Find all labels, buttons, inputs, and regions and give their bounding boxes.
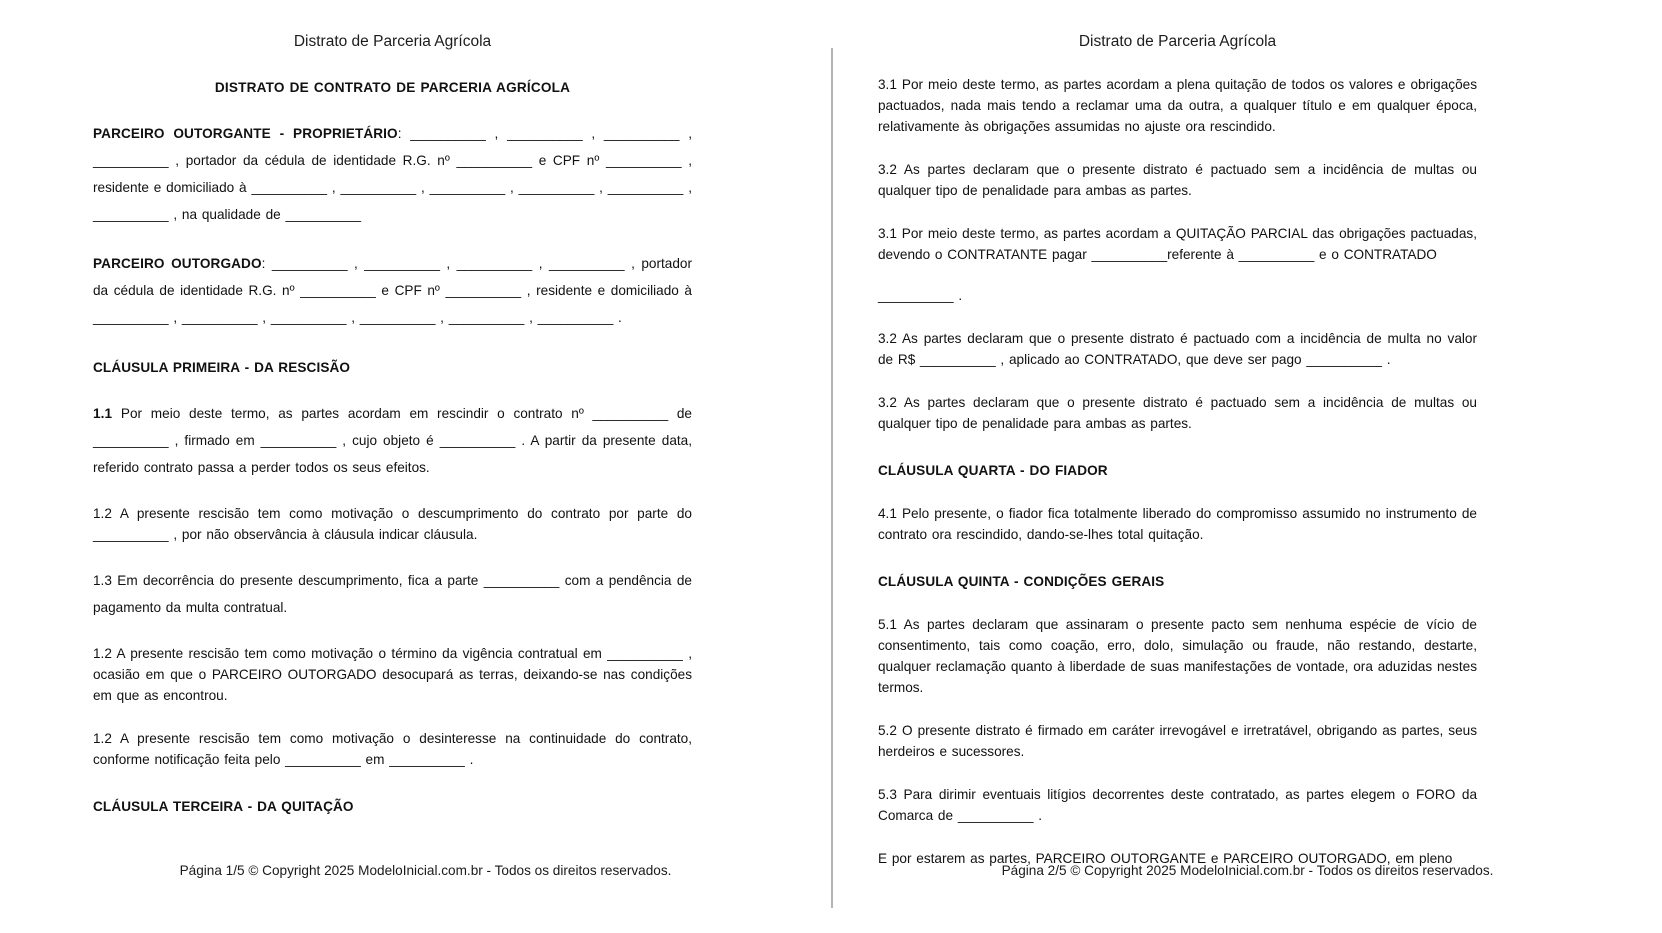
page-1-blocks bbox=[93, 78, 692, 817]
clause-paragraph: 3.2 As partes declaram que o presente distrato é pactuado com a incidência de multa no valor de R$ __________ , aplicado ao CONTRATADO, que deve ser pago __________ . bbox=[878, 331, 1477, 367]
paragraph-lead: PARCEIRO OUTORGADO bbox=[93, 256, 262, 271]
clause-paragraph: 1.3 Em decorrência do presente descumprimento, fica a parte __________ com a pendência de pagamento da multa contratual. bbox=[93, 573, 692, 615]
page-header-title: Distrato de Parceria Agrícola bbox=[293, 33, 492, 50]
page-2-blocks bbox=[878, 74, 1477, 869]
clause-paragraph: 3.1 Por meio deste termo, as partes acordam a QUITAÇÃO PARCIAL das obrigações pactuadas, devendo o CONTRATANTE pagar __________referente à __________ e o CONTRATADO bbox=[878, 226, 1477, 262]
clause-paragraph: 3.2 As partes declaram que o presente distrato é pactuado sem a incidência de multas ou qualquer tipo de penalidade para ambas as partes. bbox=[878, 162, 1477, 198]
document-title: DISTRATO DE CONTRATO DE PARCERIA AGRÍCOLA bbox=[214, 80, 571, 95]
clause-paragraph: 1.2 A presente rescisão tem como motivação o descumprimento do contrato por parte do __________ , por não observância à cláusula indicar cláusula. bbox=[93, 506, 692, 542]
clause-paragraph: 1.1 Por meio deste termo, as partes acordam em rescindir o contrato nº __________ de __________ , firmado em __________ , cujo objeto é __________ . A partir da presente data, referido contrato passa a perder todos os seus efeitos. bbox=[93, 406, 692, 475]
paragraph-lead: PARCEIRO OUTORGANTE - PROPRIETÁRIO bbox=[93, 126, 398, 141]
clause-paragraph: 1.2 A presente rescisão tem como motivação o desinteresse na continuidade do contrato, conforme notificação feita pelo __________ em __________ . bbox=[93, 731, 692, 767]
clause-paragraph: 3.2 As partes declaram que o presente distrato é pactuado sem a incidência de multas ou qualquer tipo de penalidade para ambas as partes. bbox=[878, 395, 1477, 431]
clause-paragraph: PARCEIRO OUTORGADO: __________ , __________ , __________ , __________ , portador da cédula de identidade R.G. nº __________ e CPF nº __________ , residente e domiciliado à __________ , __________ , __________ , __________ , __________ , __________ . bbox=[93, 256, 692, 325]
clause-paragraph: 5.2 O presente distrato é firmado em caráter irrevogável e irretratável, obrigando as partes, seus herdeiros e sucessores. bbox=[878, 723, 1477, 759]
clause-paragraph: PARCEIRO OUTORGANTE - PROPRIETÁRIO: __________ , __________ , __________ , __________ , portador da cédula de identidade R.G. nº __________ e CPF nº __________ , residente e domiciliado à __________ , __________ , __________ , __________ , __________ , __________ , na qualidade de __________ bbox=[93, 126, 692, 222]
paragraph-lead: 1.1 bbox=[93, 406, 113, 421]
page-2-column bbox=[878, 32, 1477, 869]
clause-paragraph: 5.3 Para dirimir eventuais litígios decorrentes deste contratado, as partes elegem o FORO da Comarca de __________ . bbox=[878, 787, 1477, 823]
clause-paragraph: E por estarem as partes, PARCEIRO OUTORGANTE e PARCEIRO OUTORGADO, em pleno bbox=[878, 851, 1453, 866]
clause-paragraph: 3.1 Por meio deste termo, as partes acordam a plena quitação de todos os valores e obrigações pactuados, nada mais tendo a reclamar uma da outra, a qualquer título e em qualquer época, relativamente às obrigações assumidas no ajuste ora rescindido. bbox=[878, 77, 1477, 134]
clause-heading: CLÁUSULA PRIMEIRA - DA RESCISÃO bbox=[93, 360, 351, 375]
clause-heading: CLÁUSULA QUINTA - CONDIÇÕES GERAIS bbox=[878, 574, 1165, 589]
page-footer: Página 1/5 © Copyright 2025 ModeloInicial.com.br - Todos os direitos reservados. bbox=[179, 863, 672, 878]
clause-paragraph: 1.2 A presente rescisão tem como motivação o término da vigência contratual em __________ , ocasião em que o PARCEIRO OUTORGADO desocupará as terras, deixando-se nas condições em que as encontrou. bbox=[93, 646, 692, 703]
clause-paragraph: 4.1 Pelo presente, o fiador fica totalmente liberado do compromisso assumido no instrumento de contrato ora rescindido, dando-se-lhes total quitação. bbox=[878, 506, 1477, 542]
clause-paragraph: __________ . bbox=[878, 288, 963, 303]
clause-paragraph: 5.1 As partes declaram que assinaram o presente pacto sem nenhuma espécie de vício de consentimento, tais como coação, erro, dolo, simulação ou fraude, não restando, destarte, qualquer reclamação quanto à liberdade de suas manifestações de vontade, ora aduzidas nestes termos. bbox=[878, 617, 1477, 695]
page-footer: Página 2/5 © Copyright 2025 ModeloInicial.com.br - Todos os direitos reservados. bbox=[1001, 863, 1494, 878]
clause-heading: CLÁUSULA QUARTA - DO FIADOR bbox=[878, 463, 1108, 478]
clause-heading: CLÁUSULA TERCEIRA - DA QUITAÇÃO bbox=[93, 799, 354, 814]
page-2 bbox=[833, 0, 1662, 933]
page-1-column bbox=[93, 32, 692, 817]
page-header-title: Distrato de Parceria Agrícola bbox=[1078, 33, 1277, 50]
